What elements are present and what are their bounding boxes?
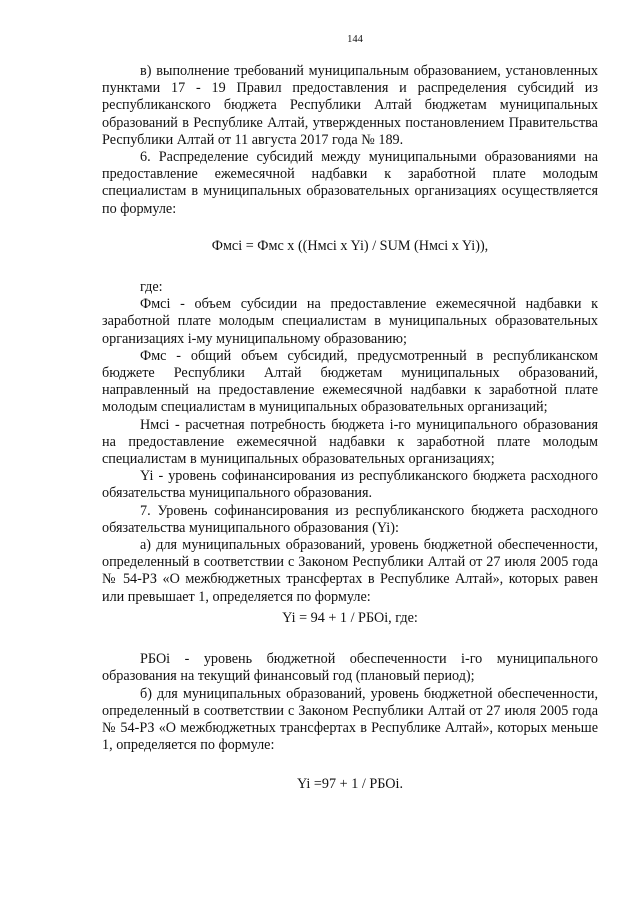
formula-cofinancing-b: Yi =97 + 1 / РБОi. (296, 776, 404, 793)
formula-cofinancing-a: Yi = 94 + 1 / РБОi, где: (282, 609, 418, 626)
definition-nmsi: Нмсi - расчетная потребность бюджета i-го муниципального образования на предоставление ежемесячной надбавки к заработной плате молодым специалистам в муниципальных образовательных организациях; (102, 416, 598, 468)
definition-rboi: РБОi - уровень бюджетной обеспеченности i-го муниципального образования на текущий финансовый год (плановый период); (102, 651, 598, 685)
definition-yi: Yi - уровень софинансирования из республиканского бюджета расходного обязательства муниципального образования. (102, 468, 598, 502)
definition-fms: Фмс - общий объем субсидий, предусмотренный в республиканском бюджете Республики Алтай бюджетам муниципальных образований, направленный на предоставление ежемесячной надбавки к заработной плате молодым специалистам в муниципальных образовательных организаций; (102, 347, 598, 416)
page-number: 144 (347, 34, 363, 45)
paragraph-section-6: 6. Распределение субсидий между муниципальными образованиями на предоставление ежемесячной надбавки к заработной плате молодым специалистам в муниципальных образовательных организациях осуществляется по формуле: (102, 149, 598, 217)
paragraph-item-v: в) выполнение требований муниципальным образованием, установленных пунктами 17 - 19 Правил предоставления и распределения субсидий из республиканского бюджета Республики Алтай бюджетам муниципальных образований в Республике Алтай, утвержденных постановлением Правительства Республики Алтай от 11 августа 2017 года № 189. (102, 63, 598, 148)
paragraph-where: где: (140, 279, 163, 296)
paragraph-item-b: б) для муниципальных образований, уровень бюджетной обеспеченности, определенный в соответствии с Законом Республики Алтай от 27 июля 2005 года № 54-РЗ «О межбюджетных трансфертах в Республике Алтай», которых меньше 1, определяется по формуле: (102, 685, 598, 754)
paragraph-item-a: а) для муниципальных образований, уровень бюджетной обеспеченности, определенный в соответствии с Законом Республики Алтай от 27 июля 2005 года № 54-РЗ «О межбюджетных трансфертах в Республике Алтай», которых равен или превышает 1, определяется по формуле: (102, 537, 598, 605)
definition-fmsi: Фмсi - объем субсидии на предоставление ежемесячной надбавки к заработной плате молодым специалистам в муниципальных образовательных организациях i-му муниципальному образованию; (102, 296, 598, 347)
formula-subsidy-distribution: Фмсi = Фмс x ((Нмсi x Yi) / SUM (Нмсi x Yi)), (211, 237, 489, 254)
paragraph-section-7: 7. Уровень софинансирования из республиканского бюджета расходного обязательства муниципального образования (Yi): (102, 502, 598, 536)
